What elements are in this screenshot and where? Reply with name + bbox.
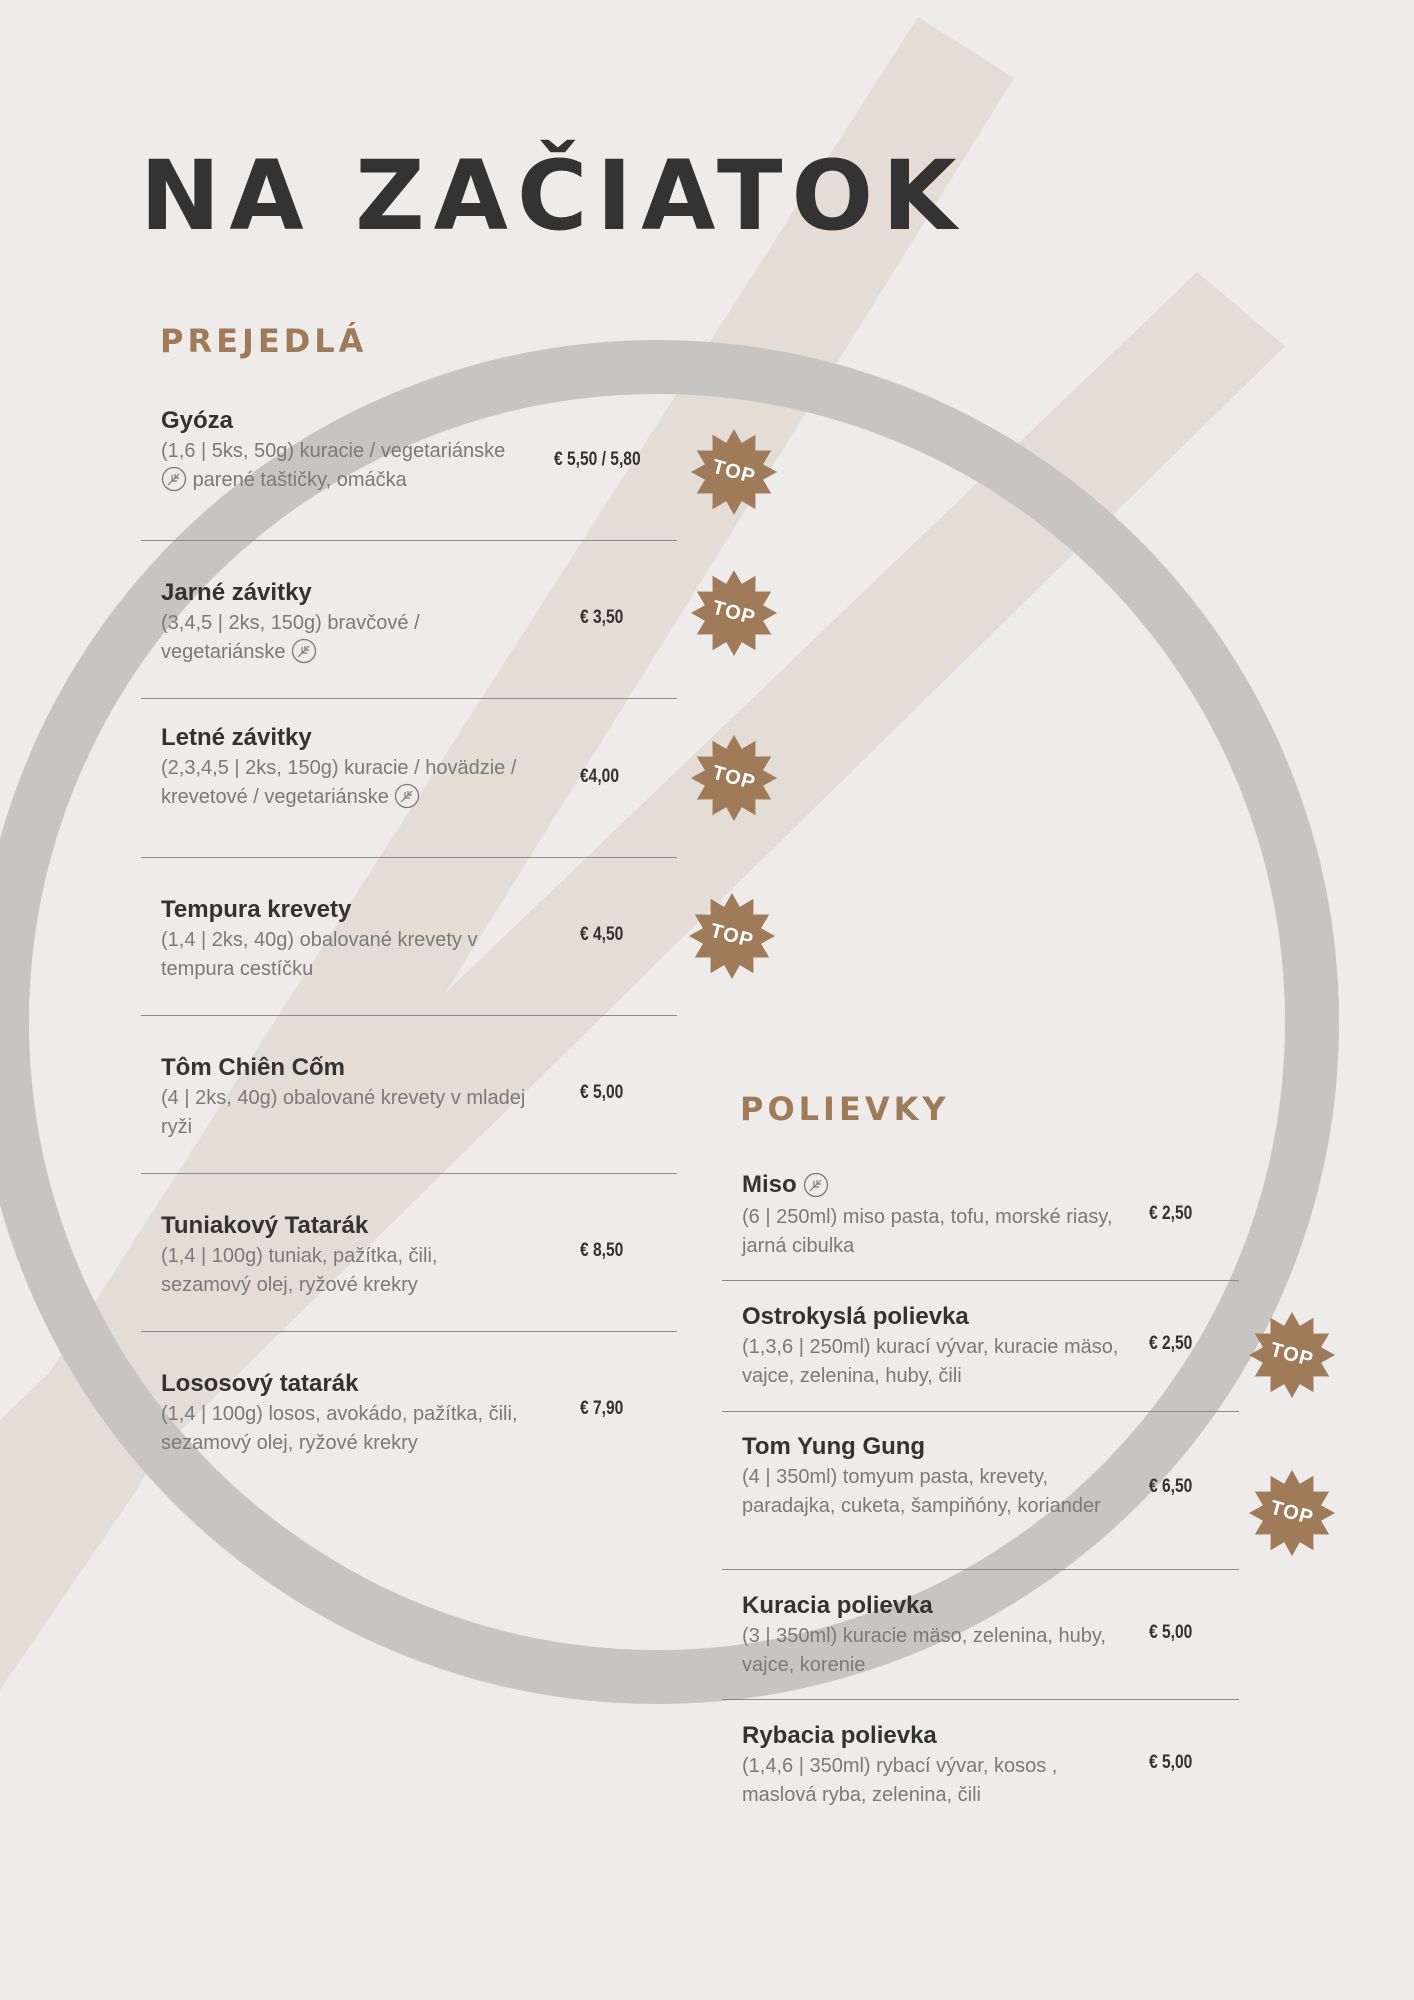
item-price: € 5,00 bbox=[1149, 1622, 1193, 1643]
item-price: € 6,50 bbox=[1149, 1476, 1193, 1497]
top-badge: TOP bbox=[689, 427, 779, 517]
item-price: € 4,50 bbox=[580, 924, 624, 945]
top-badge: TOP bbox=[1247, 1310, 1337, 1400]
item-price: € 5,00 bbox=[1149, 1752, 1193, 1773]
item-name: Lososový tatarák bbox=[161, 1370, 359, 1397]
item-description: (6 | 250ml) miso pasta, tofu, morské riasy, jarná cibulka bbox=[742, 1206, 1113, 1257]
item-price: € 3,50 bbox=[580, 607, 624, 628]
item-name: Gyóza bbox=[161, 407, 234, 434]
menu-item-ostrokysla-polievka bbox=[722, 1281, 1239, 1412]
menu-item-tom-chien-com bbox=[141, 1016, 677, 1174]
item-description: (2,3,4,5 | 2ks, 150g) kuracie / hovädzie / krevetové / vegetariánske bbox=[161, 757, 517, 808]
item-description: (3 | 350ml) kuracie mäso, zelenina, huby, vajce, korenie bbox=[742, 1625, 1106, 1676]
menu-item-gyoza bbox=[141, 383, 677, 541]
item-price: € 8,50 bbox=[580, 1240, 624, 1261]
item-price: € 2,50 bbox=[1149, 1333, 1193, 1354]
item-name: Tuniakový Tatarák bbox=[161, 1212, 369, 1239]
top-badge: TOP bbox=[689, 568, 779, 658]
item-description: (4 | 2ks, 40g) obalované krevety v mladej ryži bbox=[161, 1087, 526, 1138]
leaf-icon bbox=[803, 1172, 829, 1198]
item-description: (3,4,5 | 2ks, 150g) bravčové / vegetariánske bbox=[161, 612, 420, 663]
item-description: (4 | 350ml) tomyum pasta, krevety, paradajka, cuketa, šampiňóny, koriander bbox=[742, 1466, 1101, 1517]
item-name: Kuracia polievka bbox=[742, 1592, 933, 1619]
item-name: Letné závitky bbox=[161, 724, 312, 751]
menu-item-kuracia-polievka bbox=[722, 1570, 1239, 1700]
item-description: (1,4 | 100g) losos, avokádo, pažítka, čili, sezamový olej, ryžové krekry bbox=[161, 1403, 518, 1454]
item-name: Rybacia polievka bbox=[742, 1722, 937, 1749]
page-title: NA ZAČIATOK bbox=[140, 140, 966, 252]
item-description: (1,4 | 100g) tuniak, pažítka, čili, sezamový olej, ryžové krekry bbox=[161, 1245, 438, 1296]
item-name: Jarné závitky bbox=[161, 579, 312, 606]
menu-item-tuniakovy-tatarak bbox=[141, 1174, 677, 1332]
item-price: € 5,50 / 5,80 bbox=[554, 449, 641, 470]
top-badge: TOP bbox=[687, 891, 777, 981]
item-name: Tom Yung Gung bbox=[742, 1433, 926, 1460]
item-price: € 5,00 bbox=[580, 1082, 624, 1103]
menu-item-rybacia-polievka bbox=[722, 1700, 1239, 1830]
item-description: (1,4 | 2ks, 40g) obalované krevety v tempura cestíčku bbox=[161, 929, 478, 980]
leaf-icon bbox=[291, 638, 317, 664]
item-description: (1,4,6 | 350ml) rybací vývar, kosos , maslová ryba, zelenina, čili bbox=[742, 1755, 1058, 1806]
menu-item-miso bbox=[722, 1155, 1239, 1281]
menu-item-lososovy-tatarak bbox=[141, 1332, 677, 1490]
menu-item-tom-yung-gung bbox=[722, 1412, 1239, 1570]
item-description: (1,3,6 | 250ml) kurací vývar, kuracie mäso, vajce, zelenina, huby, čili bbox=[742, 1336, 1119, 1387]
leaf-icon bbox=[394, 783, 420, 809]
menu-item-jarne-zavitky bbox=[141, 541, 677, 699]
section-title-polievky: POLIEVKY bbox=[740, 1090, 950, 1128]
section-title-prejedla: PREJEDLÁ bbox=[160, 322, 368, 360]
top-badge: TOP bbox=[689, 733, 779, 823]
item-name: Tôm Chiên Cốm bbox=[161, 1054, 345, 1081]
item-price: € 7,90 bbox=[580, 1398, 624, 1419]
menu-item-tempura-krevety bbox=[141, 858, 677, 1016]
item-price: €4,00 bbox=[580, 766, 619, 787]
item-description: (1,6 | 5ks, 50g) kuracie / vegetariánske parené taštičky, omáčka bbox=[161, 440, 506, 491]
item-price: € 2,50 bbox=[1149, 1203, 1193, 1224]
leaf-icon bbox=[161, 466, 187, 492]
item-name: Miso bbox=[742, 1171, 829, 1199]
item-name: Ostrokyslá polievka bbox=[742, 1303, 969, 1330]
top-badge: TOP bbox=[1247, 1468, 1337, 1558]
item-name: Tempura krevety bbox=[161, 896, 352, 923]
menu-item-letne-zavitky bbox=[141, 700, 677, 858]
